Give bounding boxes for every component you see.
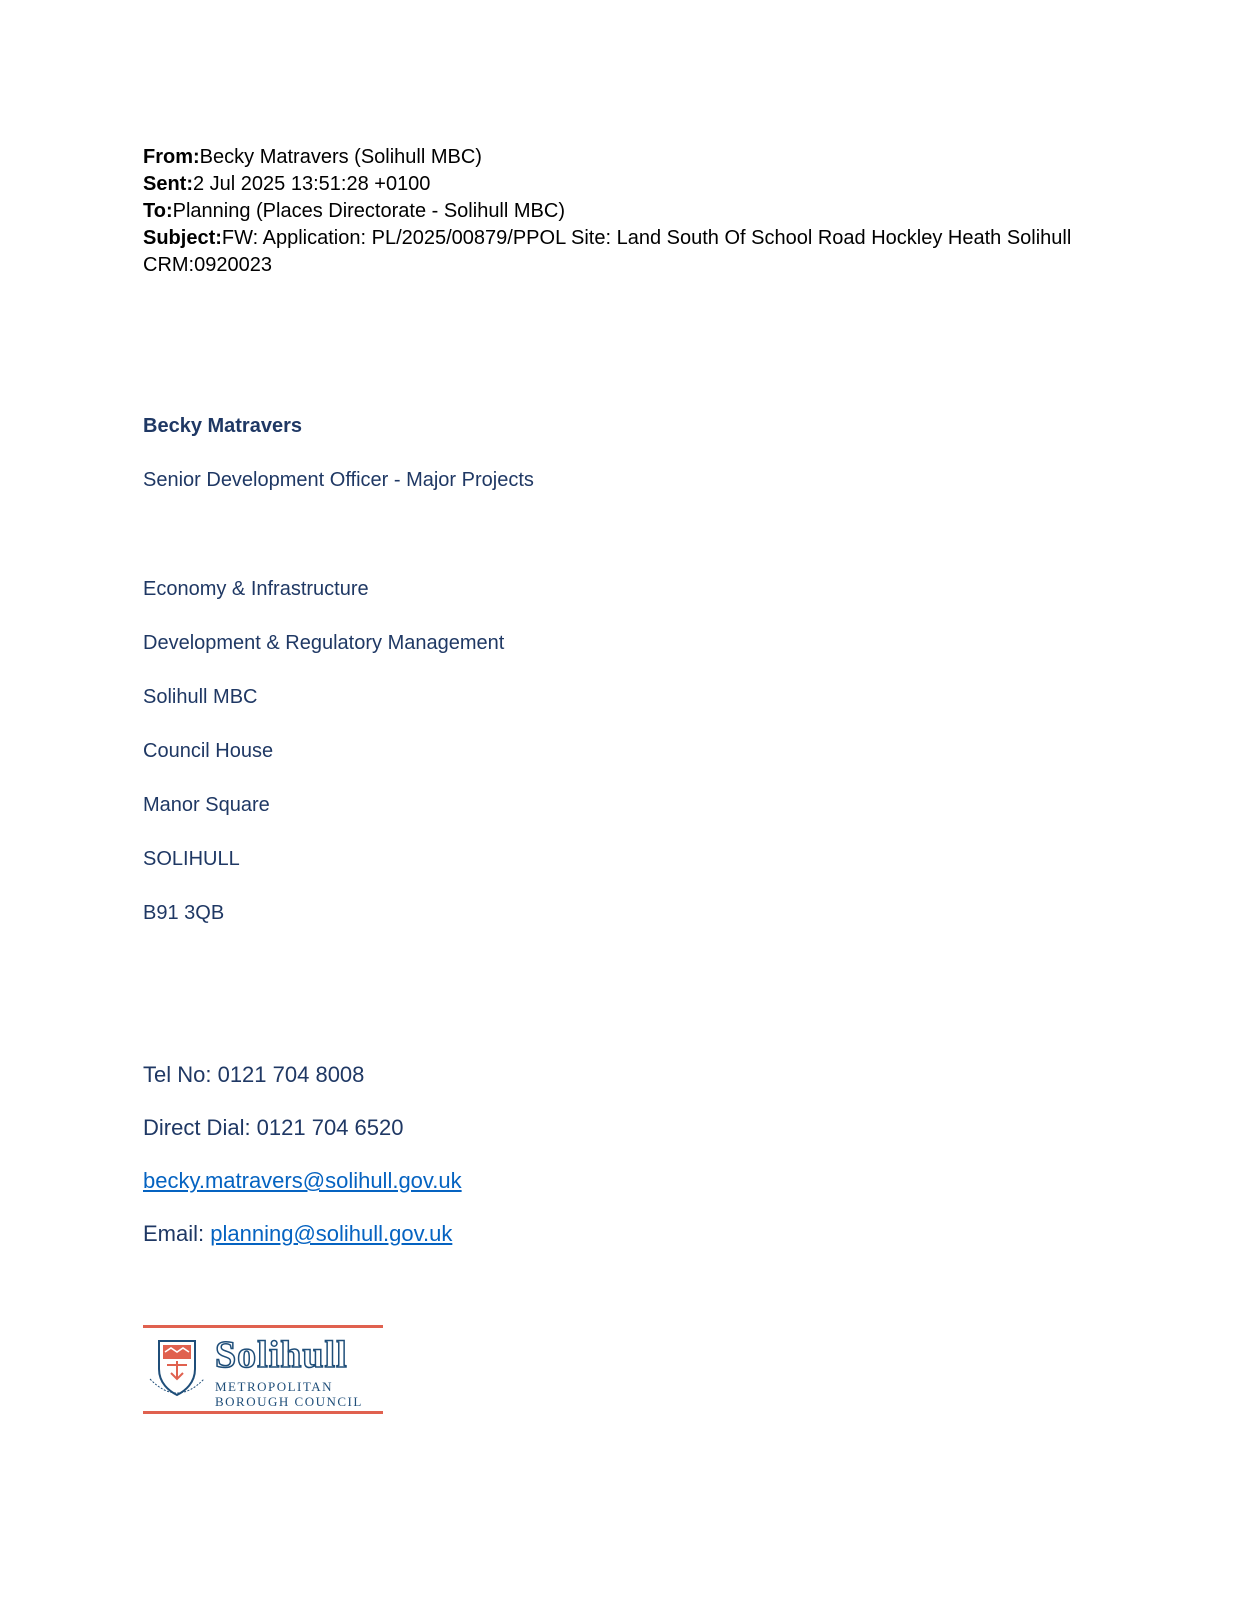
logo-wordmark: Solihull — [215, 1334, 348, 1376]
from-line — [143, 144, 1123, 171]
logo-top-rule — [143, 1325, 383, 1328]
personal-email-link[interactable]: becky.matravers@solihull.gov.uk — [143, 1168, 462, 1193]
to-line — [143, 198, 1123, 225]
planning-email-row — [143, 1221, 452, 1247]
subject-continuation: CRM:0920023 — [143, 254, 272, 276]
address-street: Manor Square — [143, 794, 270, 816]
email-label: Email: — [143, 1221, 211, 1246]
planning-email-link[interactable]: planning@solihull.gov.uk — [210, 1221, 453, 1246]
signature-job-title: Senior Development Officer - Major Projects — [143, 469, 534, 491]
telephone-number: Tel No: 0121 704 8008 — [143, 1062, 365, 1087]
email-header — [143, 144, 1123, 279]
subject-value: FW: Application: PL/2025/00879/PPOL Site: Land South Of School Road Hockley Heath Solihull — [221, 227, 1072, 249]
personal-email-row — [143, 1168, 462, 1194]
address-department: Economy & Infrastructure — [143, 578, 369, 600]
address-organisation: Solihull MBC — [143, 686, 258, 708]
logo-subtitle-line1: METROPOLITAN — [215, 1379, 334, 1394]
from-label: From: — [143, 146, 200, 168]
logo-subtitle-line2: BOROUGH COUNCIL — [215, 1394, 363, 1409]
sent-line — [143, 171, 1123, 198]
address-service: Development & Regulatory Management — [143, 632, 505, 654]
from-value: Becky Matravers (Solihull MBC) — [199, 146, 482, 168]
direct-dial-number: Direct Dial: 0121 704 6520 — [143, 1115, 404, 1140]
to-label: To: — [143, 200, 173, 222]
to-value: Planning (Places Directorate - Solihull MBC) — [172, 200, 565, 222]
solihull-council-logo — [143, 1325, 383, 1415]
signature-name: Becky Matravers — [143, 415, 302, 437]
address-building: Council House — [143, 740, 274, 762]
subject-label: Subject: — [143, 227, 222, 249]
address-town: SOLIHULL — [143, 848, 240, 870]
sent-label: Sent: — [143, 173, 193, 195]
sent-value: 2 Jul 2025 13:51:28 +0100 — [193, 173, 431, 195]
council-crest-icon — [147, 1335, 207, 1403]
logo-bottom-rule — [143, 1411, 383, 1414]
subject-line — [143, 225, 1123, 252]
address-postcode: B91 3QB — [143, 902, 225, 924]
